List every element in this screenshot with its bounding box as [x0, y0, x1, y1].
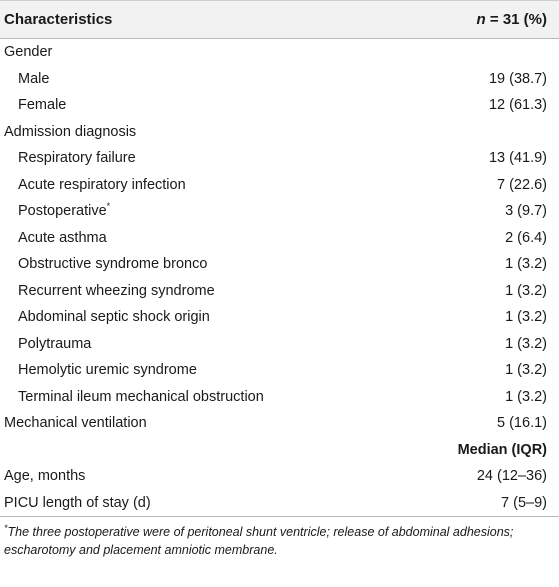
subheader-label: Median (IQR): [457, 441, 547, 458]
table-row: [0, 172, 559, 199]
row-value: 7 (22.6): [497, 176, 547, 193]
row-value: 1 (3.2): [505, 335, 547, 352]
row-label: Polytrauma: [18, 335, 92, 352]
row-label-text: Postoperative: [18, 203, 107, 220]
row-value: 3 (9.7): [505, 203, 547, 220]
row-label: Recurrent wheezing syndrome: [18, 282, 215, 299]
row-label: Terminal ileum mechanical obstruction: [18, 388, 264, 405]
row-value: 12 (61.3): [488, 97, 547, 114]
row-value: 1 (3.2): [505, 282, 547, 299]
table-row: [0, 225, 559, 252]
row-label: Respiratory failure: [18, 150, 136, 167]
table-row: [0, 331, 559, 358]
table-row: [0, 198, 559, 225]
header-n-rest: = 31 (%): [485, 11, 547, 28]
row-label: Gender: [4, 44, 53, 61]
row-value: 1 (3.2): [505, 309, 547, 326]
footnote-marker: *: [4, 522, 8, 533]
row-value: 7 (5–9): [501, 494, 547, 511]
table-row: [0, 278, 559, 305]
row-label: Acute asthma: [18, 229, 107, 246]
table-row: [0, 463, 559, 490]
table-row: [0, 384, 559, 411]
row-value: 5 (16.1): [497, 415, 547, 432]
row-label: Male: [18, 70, 50, 87]
row-value: 1 (3.2): [505, 388, 547, 405]
footnote-text: The three postoperative were of peritoneal shunt ventricle; release of abdominal adhesions; escharotomy and placement amniotic membrane.: [4, 525, 514, 557]
row-label: Mechanical ventilation: [4, 415, 147, 432]
row-label: Age, months: [4, 468, 86, 485]
table-row: [0, 357, 559, 384]
header-n: n: [476, 11, 486, 28]
row-label: [4, 203, 110, 219]
row-label: Admission diagnosis: [4, 123, 137, 140]
row-label: Hemolytic uremic syndrome: [18, 362, 197, 379]
median-subheader: [0, 437, 559, 464]
table-row: [0, 39, 559, 66]
row-label: PICU length of stay (d): [4, 494, 151, 511]
row-value: 19 (38.7): [488, 70, 547, 87]
row-label: Obstructive syndrome bronco: [18, 256, 208, 273]
row-label: Female: [18, 97, 67, 114]
table-row: [0, 119, 559, 146]
header-characteristics: Characteristics: [4, 11, 113, 28]
table-row: [0, 251, 559, 278]
table-row: [0, 410, 559, 437]
table-header: [0, 0, 559, 39]
row-label: Acute respiratory infection: [18, 176, 186, 193]
table-footnote: [0, 517, 559, 559]
table-row: [0, 92, 559, 119]
row-value: 2 (6.4): [505, 229, 547, 246]
table-row: [0, 490, 559, 517]
row-value: 1 (3.2): [505, 362, 547, 379]
table-row: [0, 145, 559, 172]
table-row: [0, 66, 559, 93]
table-row: [0, 304, 559, 331]
row-value: 1 (3.2): [505, 256, 547, 273]
row-value: 13 (41.9): [488, 150, 547, 167]
row-value: 24 (12–36): [476, 468, 547, 485]
header-count: [477, 11, 547, 28]
footnote-marker: *: [106, 201, 111, 212]
table-body: [0, 39, 559, 516]
row-label: Abdominal septic shock origin: [18, 309, 210, 326]
